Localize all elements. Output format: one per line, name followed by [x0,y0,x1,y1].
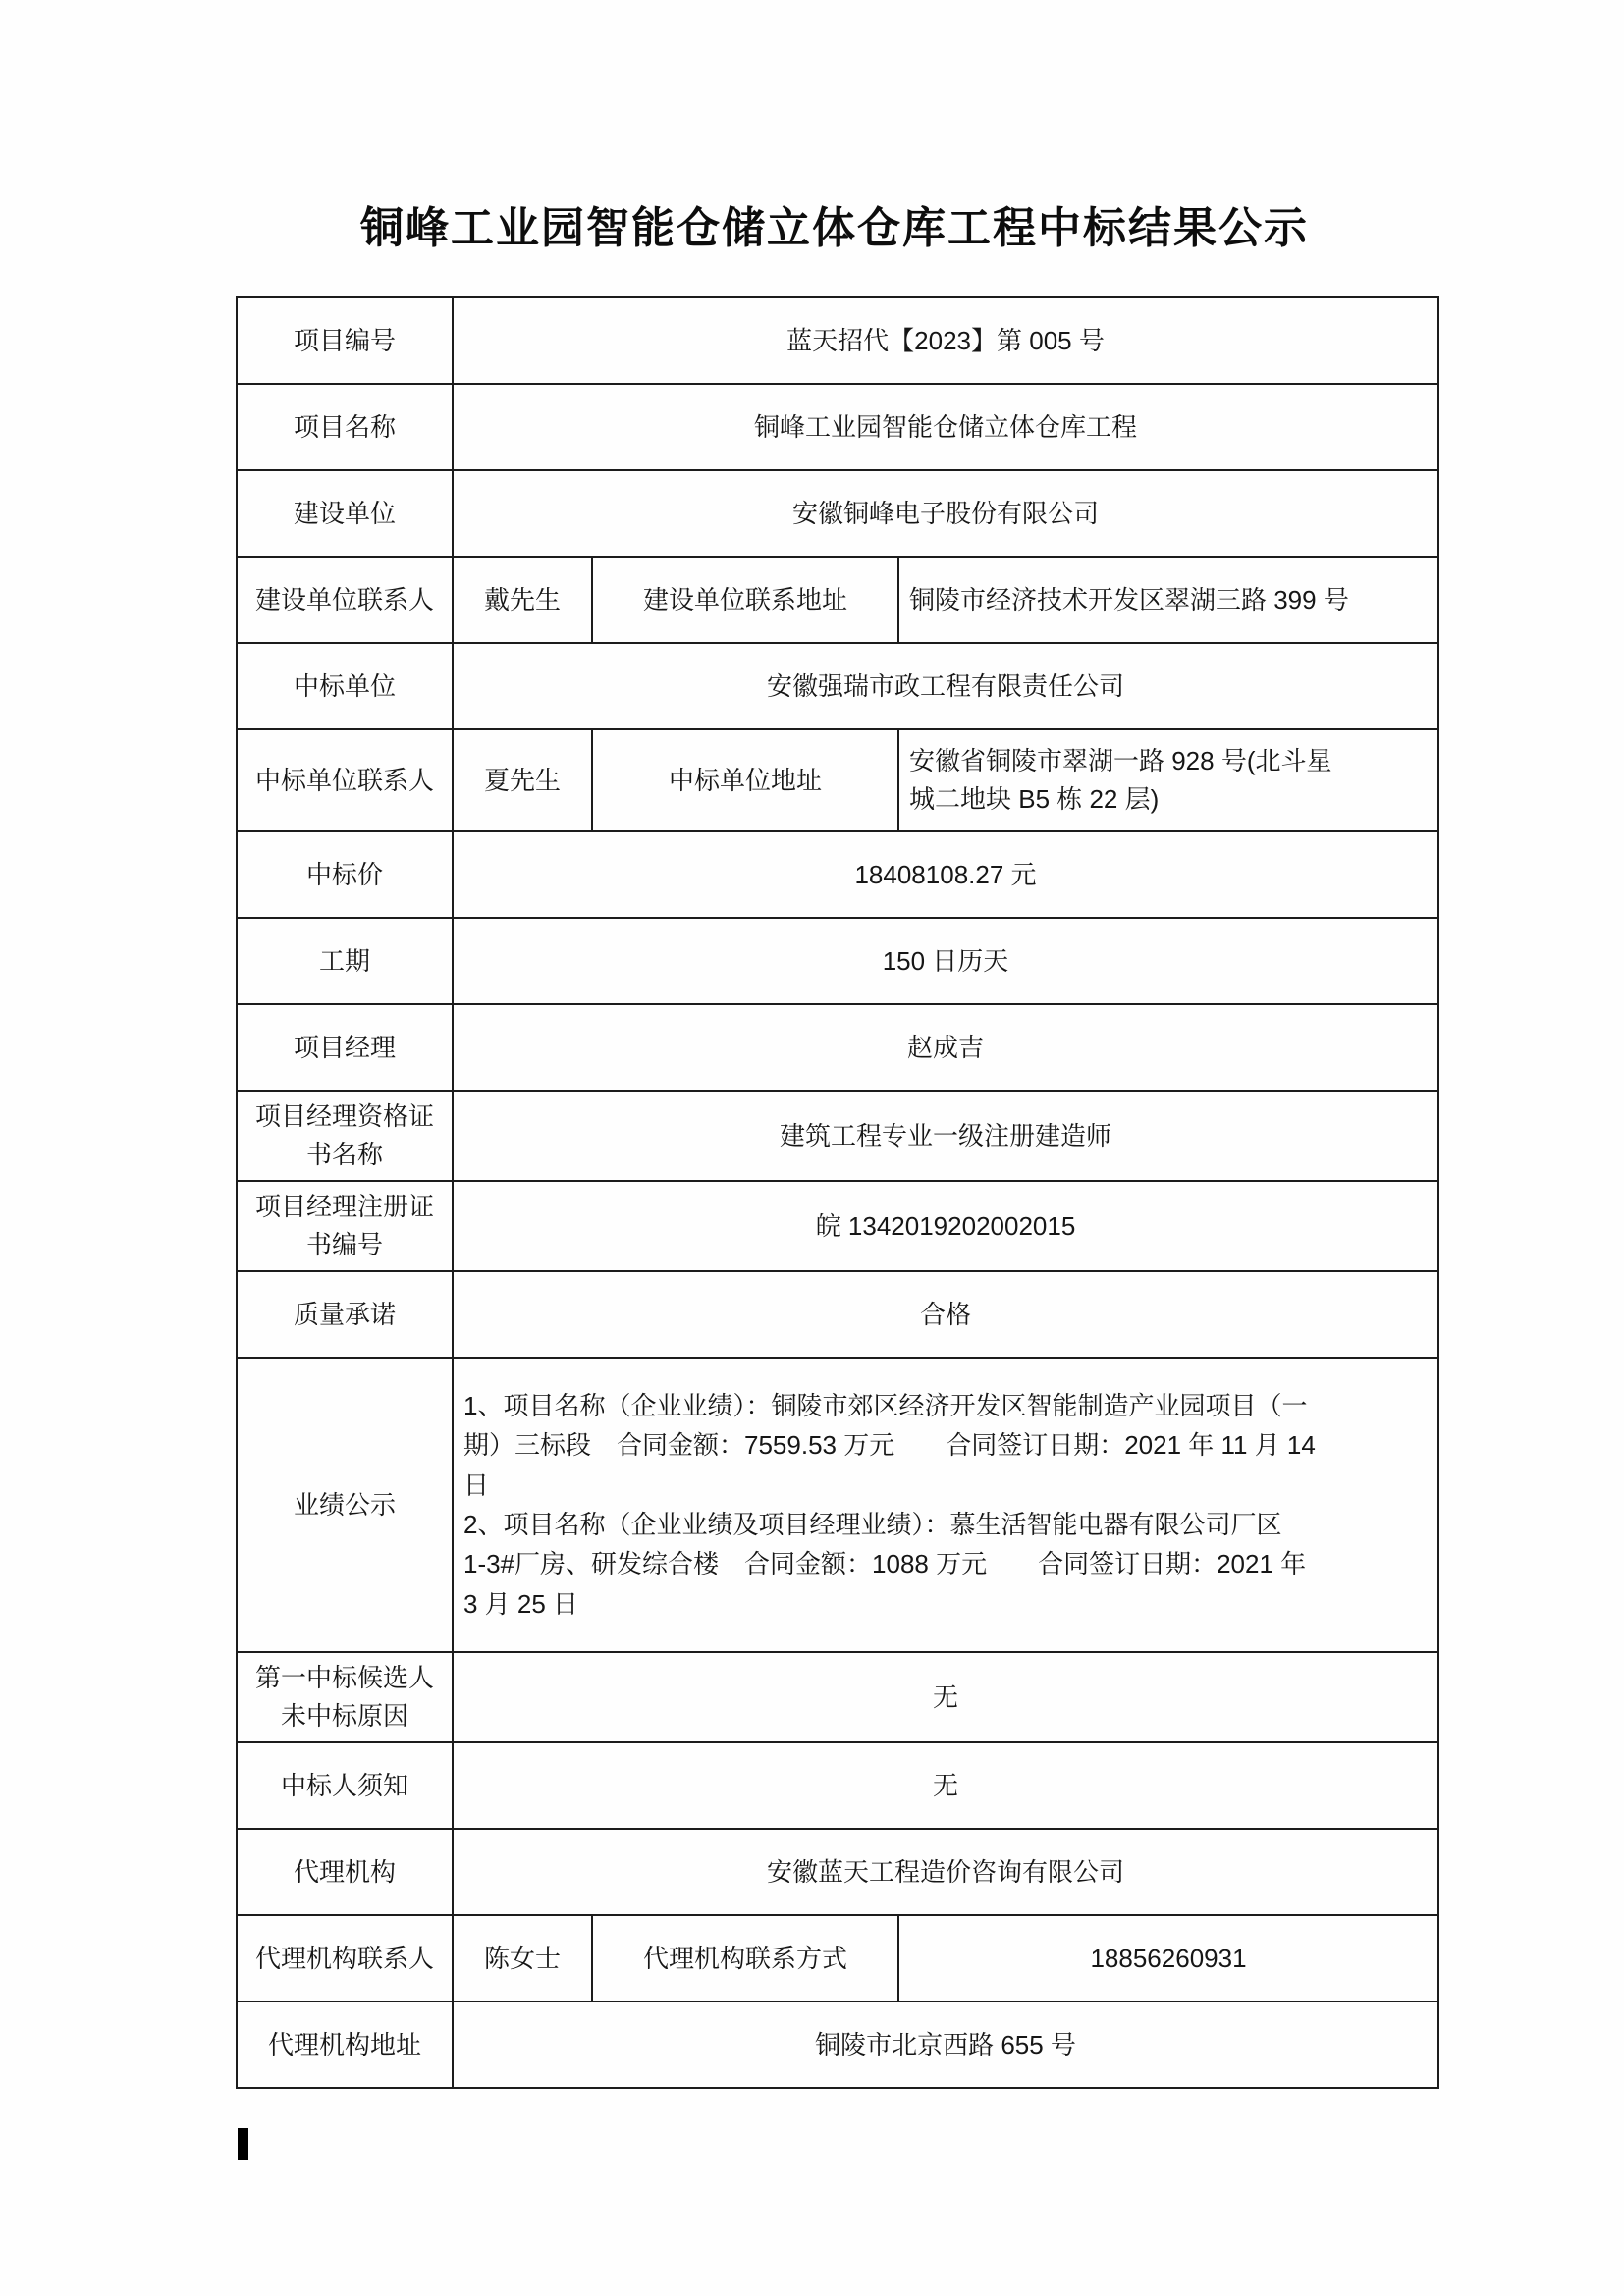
bidder-notice-value: 无 [453,1742,1438,1829]
row-bidder-notice [237,1742,1438,1829]
bid-price-value: 18408108.27 元 [453,831,1438,918]
construction-unit-value: 安徽铜峰电子股份有限公司 [453,470,1438,557]
first-candidate-reason-value: 无 [453,1652,1438,1742]
row-project-name [237,384,1438,470]
winning-bidder-address-label: 中标单位地址 [592,729,898,831]
project-manager-label: 项目经理 [237,1004,453,1091]
row-agency [237,1829,1438,1915]
row-quality-commitment [237,1271,1438,1358]
construction-unit-contact-label: 建设单位联系人 [237,557,453,643]
project-name-label: 项目名称 [237,384,453,470]
project-number-value: 蓝天招代【2023】第 005 号 [453,297,1438,384]
winning-bidder-address-value: 安徽省铜陵市翠湖一路 928 号(北斗星 城二地块 B5 栋 22 层) [898,729,1438,831]
agency-phone-label: 代理机构联系方式 [592,1915,898,2002]
row-construction-period [237,918,1438,1004]
agency-label: 代理机构 [237,1829,453,1915]
row-construction-unit-contact [237,557,1438,643]
construction-unit-label: 建设单位 [237,470,453,557]
bid-price-label: 中标价 [237,831,453,918]
manager-certificate-number-label: 项目经理注册证 书编号 [237,1181,453,1271]
construction-unit-address-label: 建设单位联系地址 [592,557,898,643]
row-construction-unit [237,470,1438,557]
row-winning-bidder-contact [237,729,1438,831]
project-name-value: 铜峰工业园智能仓储立体仓库工程 [453,384,1438,470]
row-manager-certificate-name [237,1091,1438,1181]
winning-bidder-label: 中标单位 [237,643,453,729]
winning-bidder-value: 安徽强瑞市政工程有限责任公司 [453,643,1438,729]
row-project-number [237,297,1438,384]
row-performance-disclosure [237,1358,1438,1652]
row-bid-price [237,831,1438,918]
row-agency-address [237,2002,1438,2088]
agency-value: 安徽蓝天工程造价咨询有限公司 [453,1829,1438,1915]
agency-contact-label: 代理机构联系人 [237,1915,453,2002]
row-first-candidate-reason [237,1652,1438,1742]
winning-bidder-contact-label: 中标单位联系人 [237,729,453,831]
quality-commitment-label: 质量承诺 [237,1271,453,1358]
page-title: 铜峰工业园智能仓储立体仓库工程中标结果公示 [360,204,1309,252]
manager-certificate-number-value: 皖 1342019202002015 [453,1181,1438,1271]
quality-commitment-value: 合格 [453,1271,1438,1358]
row-winning-bidder [237,643,1438,729]
construction-period-value: 150 日历天 [453,918,1438,1004]
project-manager-value: 赵成吉 [453,1004,1438,1091]
row-manager-certificate-number [237,1181,1438,1271]
performance-disclosure-value: 1、项目名称（企业业绩）：铜陵市郊区经济开发区智能制造产业园项目（一 期）三标段 合同金额：7559.53 万元 合同签订日期：2021 年 11 月 14 日 2、项目名称（企业业绩及项目经理业绩）：慕生活智能电器有限公司厂区 1-3#厂房、研发综合楼 合同金额：1088 万元 合同签订日期：2021 年 3 月 25 日 [453,1358,1438,1652]
construction-period-label: 工期 [237,918,453,1004]
agency-address-label: 代理机构地址 [237,2002,453,2088]
performance-disclosure-label: 业绩公示 [237,1358,453,1652]
bidder-notice-label: 中标人须知 [237,1742,453,1829]
construction-unit-contact-name: 戴先生 [453,557,592,643]
construction-unit-address-value: 铜陵市经济技术开发区翠湖三路 399 号 [898,557,1438,643]
agency-contact-name: 陈女士 [453,1915,592,2002]
agency-phone-value: 18856260931 [898,1915,1438,2002]
agency-address-value: 铜陵市北京西路 655 号 [453,2002,1438,2088]
bid-result-table [236,296,1439,2089]
winning-bidder-contact-name: 夏先生 [453,729,592,831]
scan-artifact [238,2128,248,2160]
first-candidate-reason-label: 第一中标候选人 未中标原因 [237,1652,453,1742]
project-number-label: 项目编号 [237,297,453,384]
row-project-manager [237,1004,1438,1091]
row-agency-contact [237,1915,1438,2002]
manager-certificate-name-label: 项目经理资格证 书名称 [237,1091,453,1181]
manager-certificate-name-value: 建筑工程专业一级注册建造师 [453,1091,1438,1181]
